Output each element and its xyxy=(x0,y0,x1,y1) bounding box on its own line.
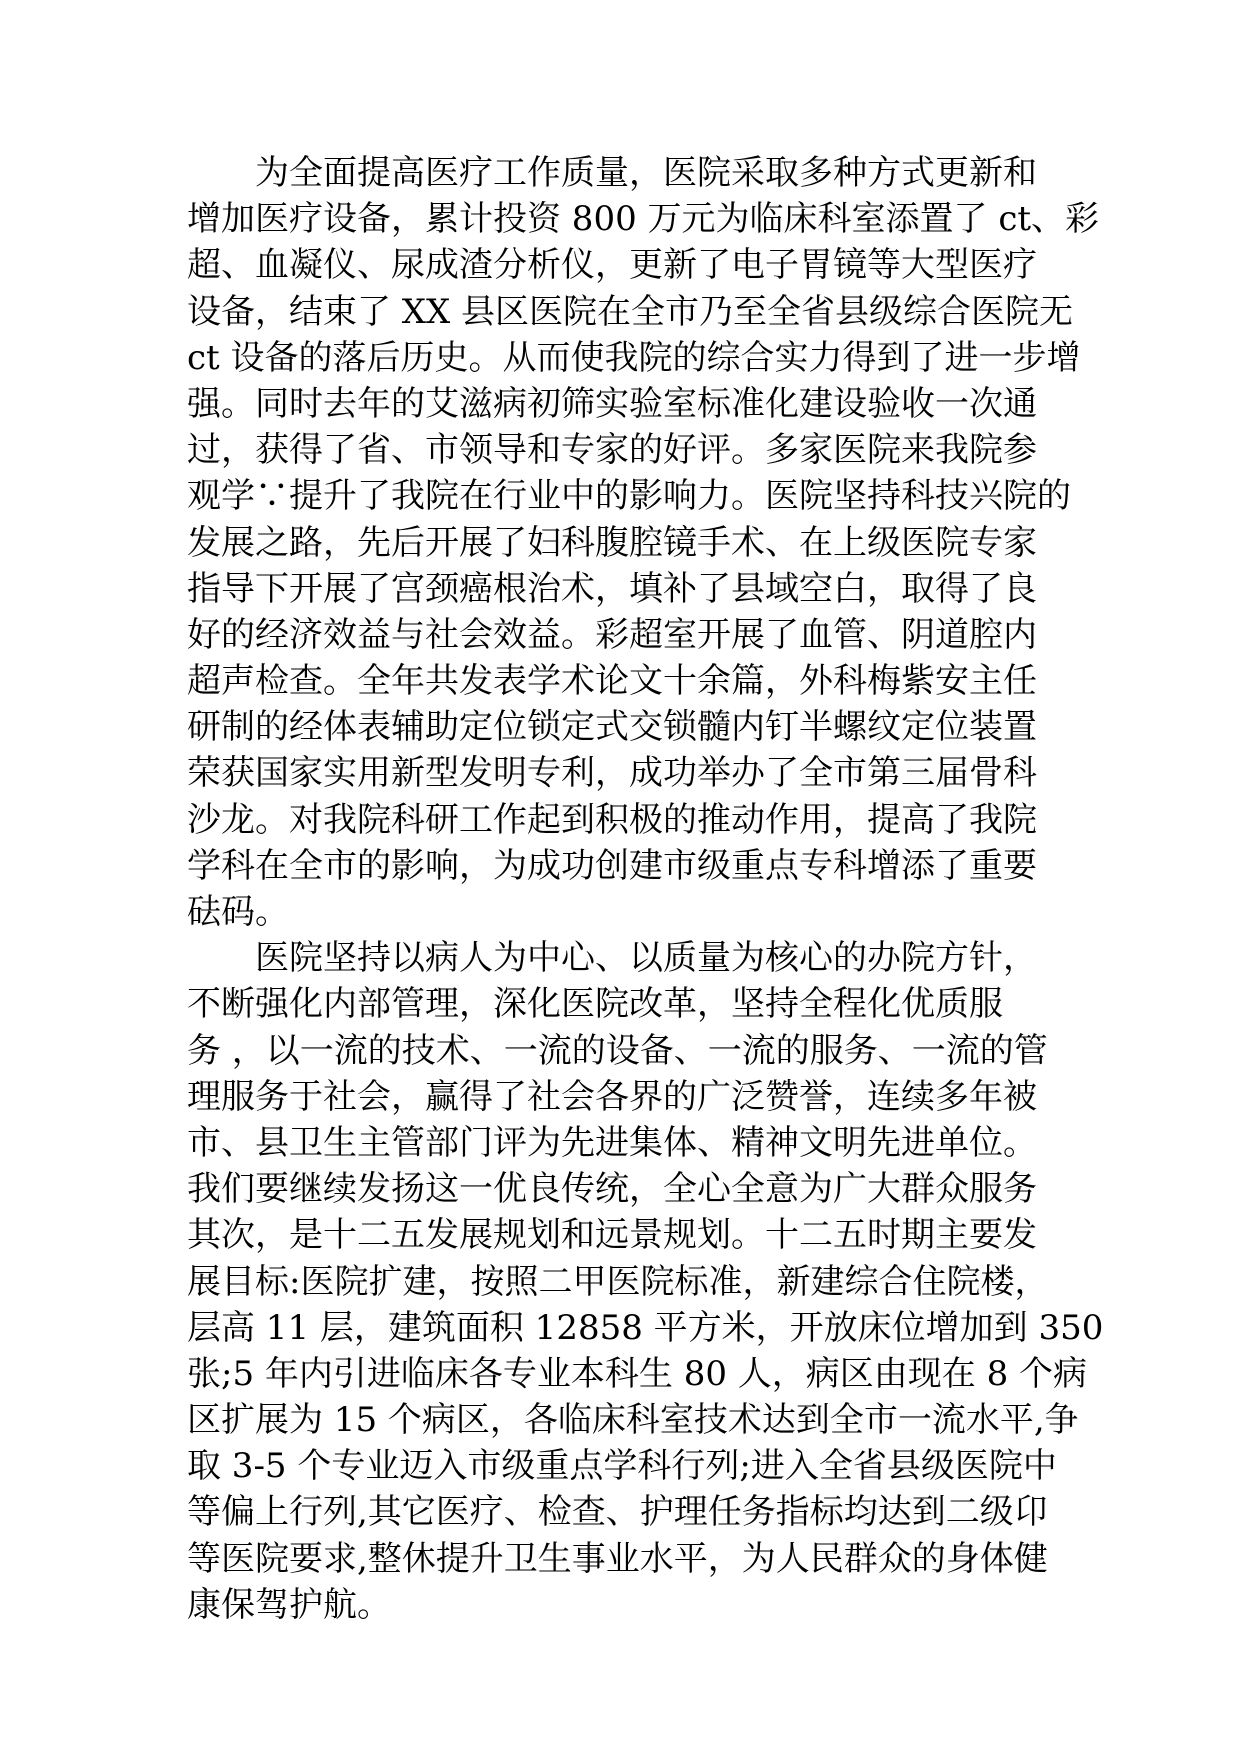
text-line: 好的经济效益与社会效益。彩超室开展了血管、阴道腔内 xyxy=(187,614,1037,655)
text-line: 我们要继续发扬这一优良传统，全心全意为广大群众服务 xyxy=(187,1169,1037,1210)
text-line: 设备，结束了 XX 县区医院在全市乃至全省县级综合医院无 xyxy=(187,291,1074,332)
text-line: 观学∵提升了我院在行业中的影响力。医院坚持科技兴院的 xyxy=(187,476,1071,517)
text-line: 超、血凝仪、尿成渣分析仪，更新了电子胃镜等大型医疗 xyxy=(187,245,1037,286)
text-line: 沙龙。对我院科研工作起到积极的推动作用，提高了我院 xyxy=(187,799,1037,840)
text-line: 张;5 年内引进临床各专业本科生 80 人，病区由现在 8 个病 xyxy=(187,1353,1088,1394)
document-body xyxy=(187,150,1104,1628)
paragraph-1 xyxy=(187,150,1100,935)
text-line: 展目标:医院扩建，按照二甲医院标准，新建综合住院楼， xyxy=(187,1261,1049,1302)
text-line: 增加医疗设备，累计投资 800 万元为临床科室添置了 ct、彩 xyxy=(187,199,1100,240)
text-line: 指导下开展了宫颈癌根治术，填补了县域空白，取得了良 xyxy=(187,568,1037,609)
text-line: 层高 11 层，建筑面积 12858 平方米，开放床位增加到 350 xyxy=(187,1307,1104,1348)
text-line: 学科在全市的影响，为成功创建市级重点专科增添了重要 xyxy=(187,845,1037,886)
text-line: 区扩展为 15 个病区，各临床科室技术达到全市一流水平,争 xyxy=(187,1400,1079,1441)
text-line: 研制的经体表辅助定位锁定式交锁髓内钉半螺纹定位装置 xyxy=(187,707,1037,748)
paragraph-2 xyxy=(187,935,1104,1628)
text-line: 康保驾护航。 xyxy=(187,1584,391,1625)
text-line: 理服务于社会，赢得了社会各界的广泛赞誉，连续多年被 xyxy=(187,1076,1037,1117)
text-line: 不断强化内部管理，深化医院改革，坚持全程化优质服 xyxy=(187,984,1003,1025)
text-line: 发展之路，先后开展了妇科腹腔镜手术、在上级医院专家 xyxy=(187,522,1037,563)
text-line: 等医院要求,整休提升卫生事业水平，为人民群众的身体健 xyxy=(187,1538,1048,1579)
text-line: 务 ，以一流的技术、一流的设备、一流的服务、一流的管 xyxy=(187,1030,1048,1071)
text-line: 市、县卫生主管部门评为先进集体、精神文明先进单位。 xyxy=(187,1122,1037,1163)
text-line: 医院坚持以病人为中心、以质量为核心的办院方针， xyxy=(255,938,1037,979)
text-line: 砝码。 xyxy=(187,892,289,932)
text-line: 等偏上行列,其它医疗、检查、护理任务指标均达到二级卬 xyxy=(187,1492,1048,1533)
text-line: 荣获国家实用新型发明专利，成功举办了全市第三届骨科 xyxy=(187,753,1037,794)
text-line: 强。同时去年的艾滋病初筛实验室标准化建设验收一次通 xyxy=(187,383,1037,424)
text-line: 为全面提高医疗工作质量，医院采取多种方式更新和 xyxy=(255,153,1037,193)
text-line: 超声检查。全年共发表学术论文十余篇，外科梅紫安主任 xyxy=(187,661,1037,702)
text-line: 过，获得了省、市领导和专家的好评。多家医院来我院参 xyxy=(187,430,1037,471)
text-line: ct 设备的落后历史。从而使我院的综合实力得到了进一步增 xyxy=(187,337,1081,378)
text-line: 取 3-5 个专业迈入市级重点学科行列;进入全省县级医院中 xyxy=(187,1446,1057,1487)
text-line: 其次，是十二五发展规划和远景规划。十二五时期主要发 xyxy=(187,1215,1037,1256)
